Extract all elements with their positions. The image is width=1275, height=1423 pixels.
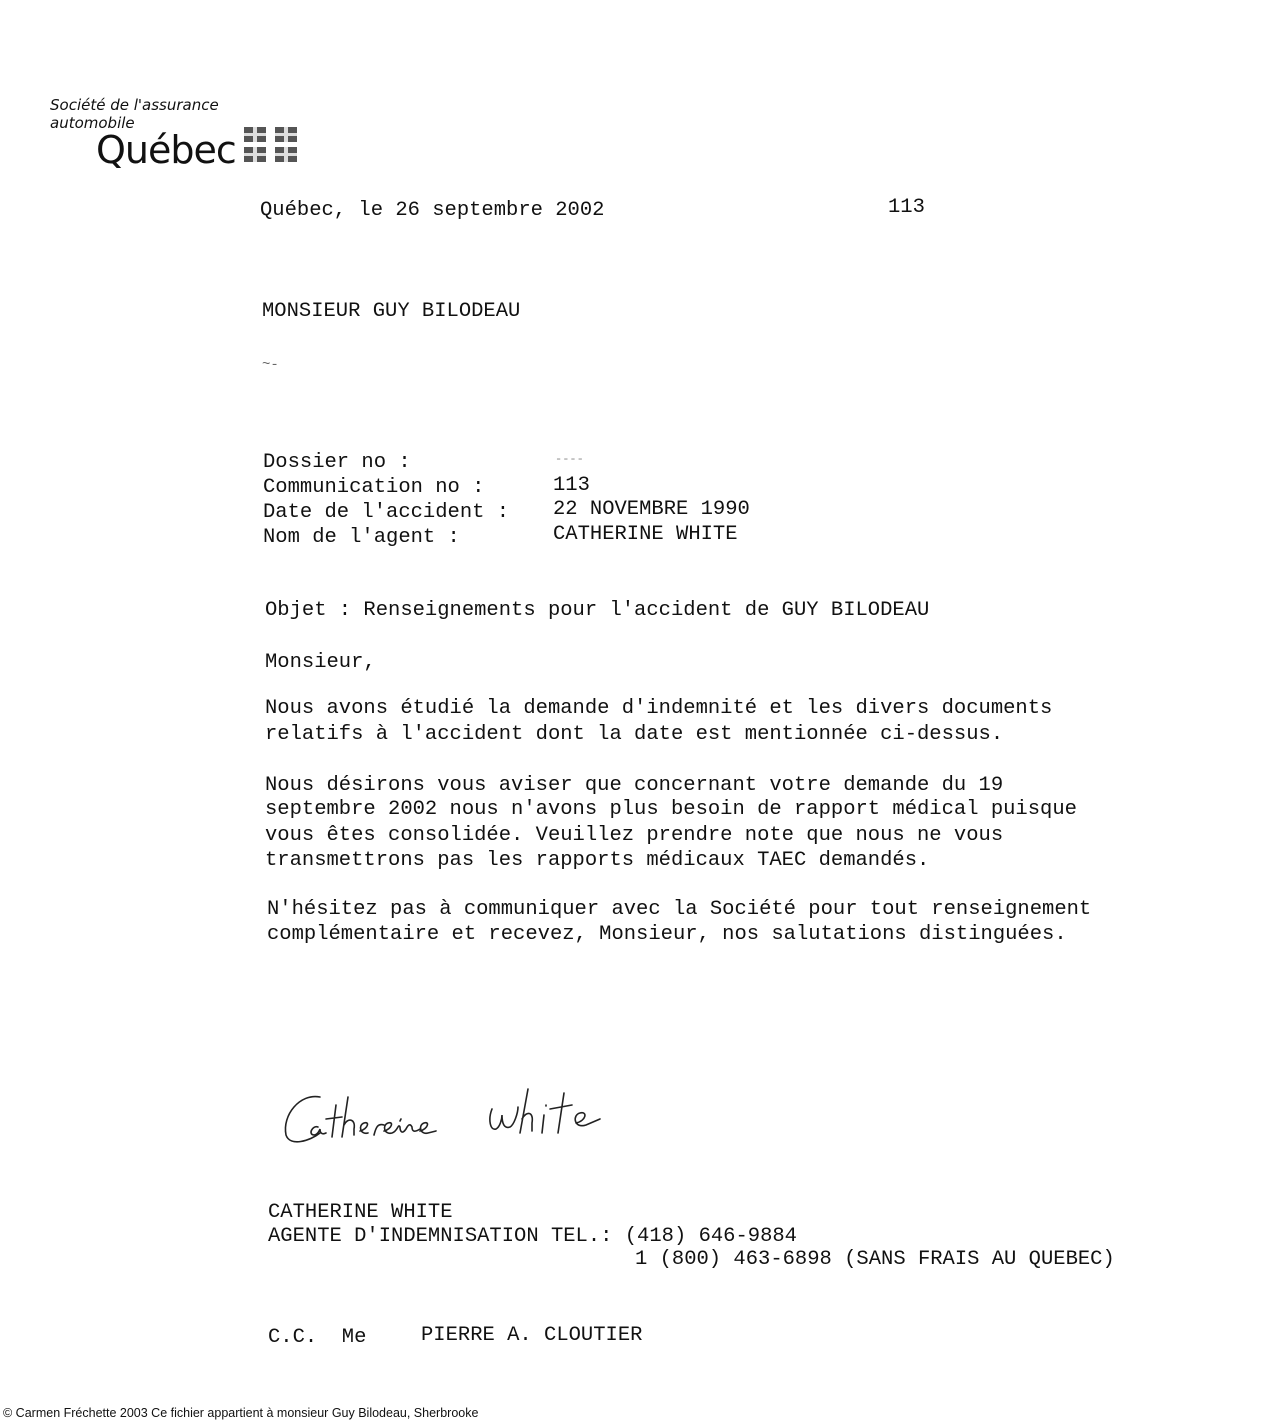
fleurdelise-flag-icon [244,127,297,162]
body-line: septembre 2002 nous n'avons plus besoin de rapport médical puisque [265,798,1077,821]
handwritten-signature [280,1075,640,1155]
toll-free-phone: 1 (800) 463-6898 (SANS FRAIS AU QUEBEC) [635,1248,1115,1271]
cc-prefix: C.C. Me [268,1326,367,1349]
org-line2: automobile [50,114,135,132]
info-label: Dossier no : [263,451,411,474]
reference-number: 113 [888,196,925,219]
recipient-name: MONSIEUR GUY BILODEAU [262,300,521,323]
body-line: vous êtes consolidée. Veuillez prendre note que nous ne vous [265,824,1004,847]
info-value: 22 NOVEMBRE 1990 [553,498,750,521]
info-label: Communication no : [263,476,485,499]
info-label: Date de l'accident : [263,501,510,524]
body-line: Nous désirons vous aviser que concernant votre demande du 19 [265,774,1004,797]
body-line: Nous avons étudié la demande d'indemnité et les divers documents [265,697,1053,720]
org-line1: Société de l'assurance [50,96,219,114]
recipient-address: ~- [262,357,279,373]
body-line: transmettrons pas les rapports médicaux TAEC demandés. [265,849,930,872]
salutation: Monsieur, [265,651,376,674]
cc-name: PIERRE A. CLOUTIER [421,1324,643,1347]
subject-line: Objet : Renseignements pour l'accident de GUY BILODEAU [265,599,930,622]
signatory-title-phone: AGENTE D'INDEMNISATION TEL.: (418) 646-9884 [268,1225,797,1248]
body-line: N'hésitez pas à communiquer avec la Société pour tout renseignement [267,898,1092,921]
info-value: 113 [553,474,590,497]
signatory-name: CATHERINE WHITE [268,1201,453,1224]
body-line: complémentaire et recevez, Monsieur, nos salutations distinguées. [267,923,1067,946]
info-value: CATHERINE WHITE [553,523,738,546]
info-label: Nom de l'agent : [263,526,460,549]
body-line: relatifs à l'accident dont la date est mentionnée ci-dessus. [265,723,1004,746]
info-value: ---- [555,452,584,466]
logo-quebec: Québec [96,128,236,172]
letter-date: Québec, le 26 septembre 2002 [260,199,605,222]
letterhead-org [50,96,219,132]
copyright-footer: © Carmen Fréchette 2003 Ce fichier appartient à monsieur Guy Bilodeau, Sherbrooke [3,1406,479,1420]
